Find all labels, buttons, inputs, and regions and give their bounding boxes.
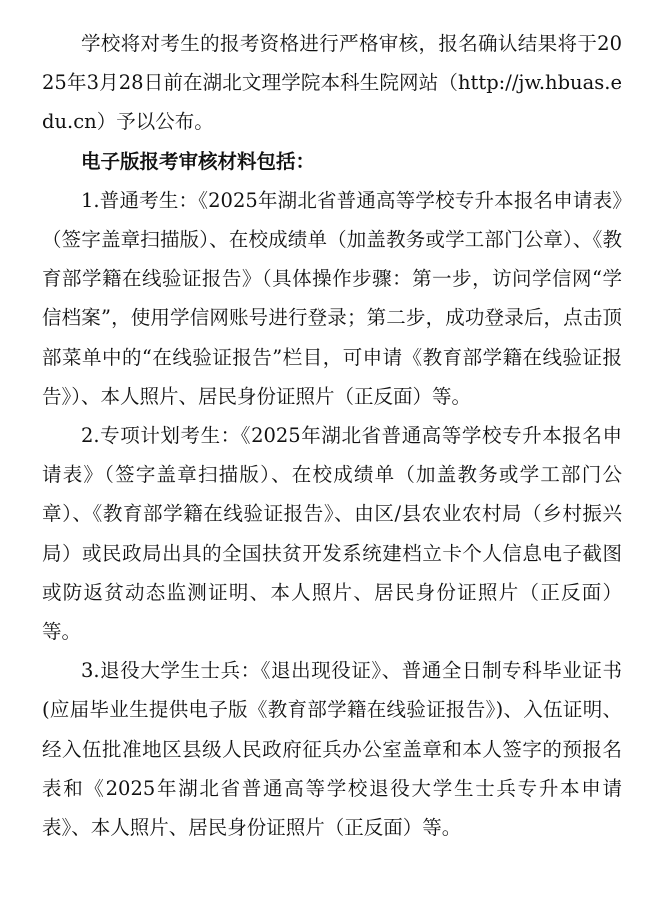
item-regular-students: 1.普通考生：《2025年湖北省普通高等学校专升本报名申请表》（签字盖章扫描版）、在校成绩单（加盖教务或学工部门公章）、《教育部学籍在线验证报告》（具体操作步骤：第一步，访问学信网“学信档案”，使用学信网账号进行登录；第二步，成功登录后，点击顶部菜单中的“在线验证报告”栏目，可申请《教育部学籍在线验证报告》）、本人照片、居民身份证照片（正反面）等。 — [42, 188, 622, 408]
materials-heading: 电子版报考审核材料包括： — [81, 149, 316, 173]
intro-paragraph: 学校将对考生的报考资格进行严格审核，报名确认结果将于2025年3月28日前在湖北文理学院本科生院网站（http://jw.hbuas.edu.cn）予以公布。 — [42, 32, 622, 134]
document-body — [42, 0, 622, 847]
item-veteran-students: 3.退役大学生士兵：《退出现役证》、普通全日制专科毕业证书(应届毕业生提供电子版《教育部学籍在线验证报告》)、入伍证明、经入伍批准地区县级人民政府征兵办公室盖章和本人签字的预报名表和《2025年湖北省普通高等学校退役大学生士兵专升本申请表》、本人照片、居民身份证照片（正反面）等。 — [42, 659, 622, 840]
item-special-plan-students: 2.专项计划考生：《2025年湖北省普通高等学校专升本报名申请表》（签字盖章扫描版）、在校成绩单（加盖教务或学工部门公章）、《教育部学籍在线验证报告》、由区/县农业农村局（乡村振兴局）或民政局出具的全国扶贫开发系统建档立卡个人信息电子截图或防返贫动态监测证明、本人照片、居民身份证照片（正反面）等。 — [42, 424, 622, 644]
